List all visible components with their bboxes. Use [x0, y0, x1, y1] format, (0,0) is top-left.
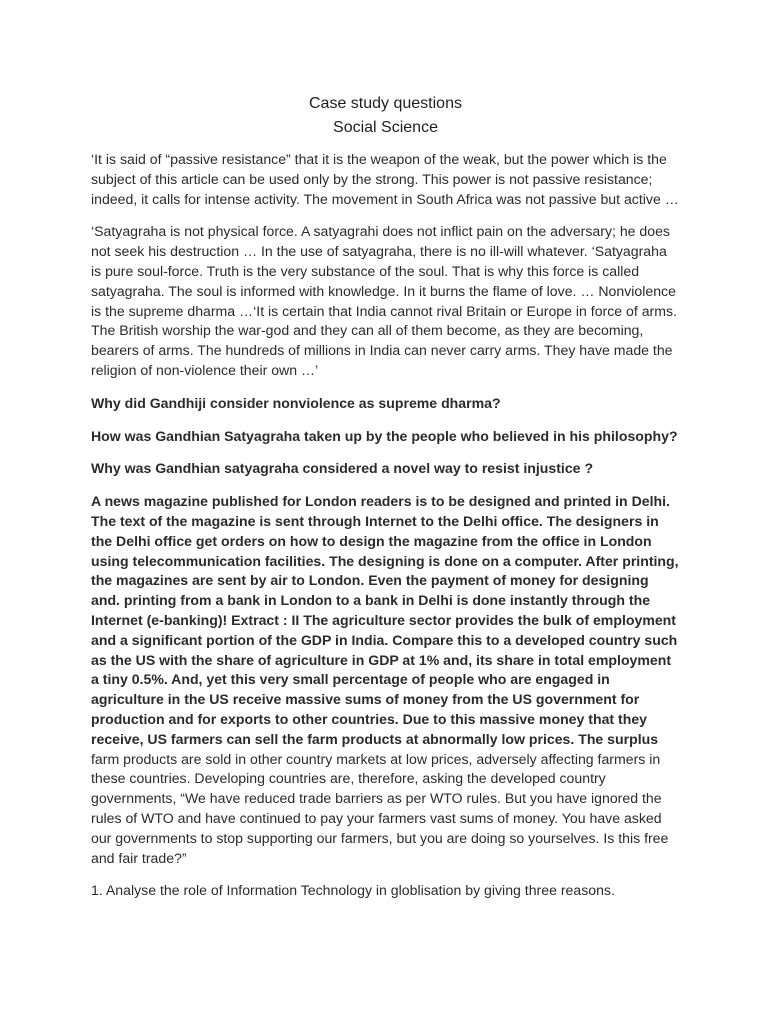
paragraph-satyagraha: ‘Satyagraha is not physical force. A satyagrahi does not inflict pain on the adversary; he does not seek his destruction … In the use of satyagraha, there is no ill-will whatever. ‘Satyagraha is pure soul-force. Truth is the very substance of the soul. That is why this force is called satyagraha. The soul is informed with knowledge. In it burns the flame of love. … Nonviolence is the supreme dharma …‘It is certain that India cannot rival Britain or Europe in force of arms. The British worship the war-god and they can all of them become, as they are becoming, bearers of arms. The hundreds of millions in India can never carry arms. They have made the religion of non-violence their own …’ — [91, 223, 677, 378]
document-subtitle: Social Science — [333, 119, 438, 136]
paragraph-passive-resistance: ‘It is said of “passive resistance” that it is the weapon of the weak, but the power which is the subject of this article can be used only by the strong. This power is not passive resistance; indeed, it calls for intense activity. The movement in South Africa was not passive but active … — [91, 151, 679, 207]
title-block — [91, 92, 680, 140]
paragraph-news-magazine — [91, 492, 680, 868]
paragraph-news-magazine-normal: farm products are sold in other country markets at low prices, adversely affecting farmers in these countries. Developing countries are, therefore, asking the developed country governments, “We have reduced trade barriers as per WTO rules. But you have ignored the rules of WTO and have continued to pay your farmers vast sums of money. You have asked our governments to stop supporting our farmers, but you are doing so yourselves. Is this free and fair trade?” — [91, 750, 669, 866]
question-information-technology: 1. Analyse the role of Information Technology in globlisation by giving three reasons. — [91, 882, 615, 899]
question-satyagraha-people: How was Gandhian Satyagraha taken up by the people who believed in his philosophy? — [91, 427, 678, 444]
document-title: Case study questions — [309, 95, 462, 112]
question-nonviolence: Why did Gandhiji consider nonviolence as supreme dharma? — [91, 394, 501, 411]
question-novel-way: Why was Gandhian satyagraha considered a novel way to resist injustice ? — [91, 460, 594, 477]
paragraph-news-magazine-bold: A news magazine published for London readers is to be designed and printed in Delhi. The text of the magazine is sent through Internet to the Delhi office. The designers in the Delhi office get orders on how to design the magazine from the office in London using telecommunication facilities. The designing is done on a computer. After printing, the magazines are sent by air to London. Even the payment of money for designing and. printing from a bank in London to a bank in Delhi is done instantly through the Internet (e-banking)! Extract : II The agriculture sector provides the bulk of employment and a significant portion of the GDP in India. Compare this to a developed country such as the US with the share of agriculture in GDP at 1% and, its share in total employment a tiny 0.5%. And, yet this very small percentage of people who are engaged in agriculture in the US receive massive sums of money from the US government for production and for exports to other countries. Due to this massive money that they receive, US farmers can sell the farm products at abnormally low prices. The surplus — [91, 493, 679, 747]
